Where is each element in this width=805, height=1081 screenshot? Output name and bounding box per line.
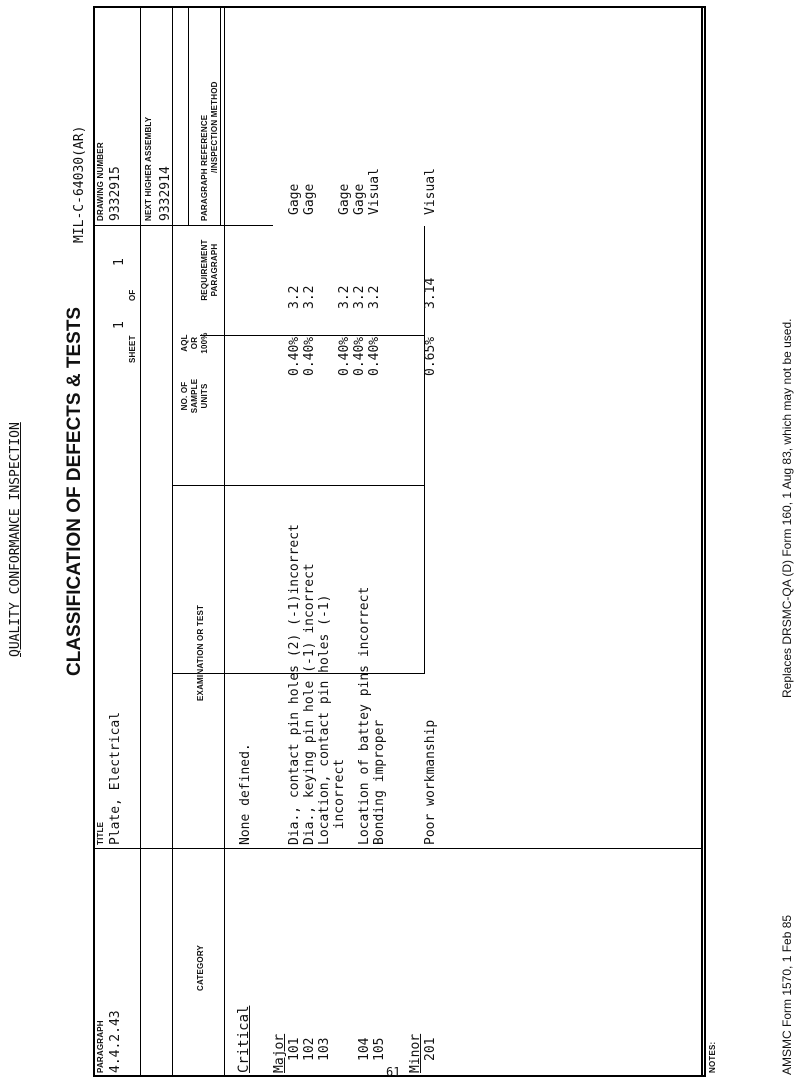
row-102-req: 3.2 [302,285,317,309]
hr-method-head [220,6,221,226]
col-requirement: REQUIREMENT PARAGRAPH [200,239,219,301]
sheet-label: SHEET [128,335,137,363]
row-103-num: 103 [317,1037,332,1061]
vr-left-of-drawing [93,225,273,226]
paragraph-value: 4.4.2.43 [108,1010,123,1073]
replaces-footer: Replaces DRSMC-QA (D) Form 160, 1 Aug 83, which may not be used. [780,318,794,698]
row-201-aql: 0.65% [423,336,438,376]
critical-label: Critical [236,1005,252,1073]
row-104-desc: Location of battey pins incorrect [357,586,372,845]
col-sample-units: NO. OF SAMPLE UNITS [180,378,209,414]
critical-text: None defined. [238,743,253,845]
main-title: CLASSIFICATION OF DEFECTS & TESTS [64,306,85,676]
col-examination: EXAMINATION OR TEST [196,604,205,701]
row-104-aql: 0.40% [352,336,367,376]
row-103-method: Gage [337,183,352,215]
vr-requirement [200,335,424,336]
paragraph-label: PARAGRAPH [96,1020,105,1073]
major-label: Major [272,1033,287,1073]
row-105-method: Visual [367,168,382,215]
row-102-desc: Dia., keying pin hole (-1) incorrect [302,563,317,845]
row-101-aql: 0.40% [287,336,302,376]
col-method: PARAGRAPH REFERENCE /INSPECTION METHOD [200,81,219,221]
sheet-of-label: OF [128,289,137,301]
sheet-number: 1 [112,321,127,329]
row-104-num: 104 [357,1037,372,1061]
next-assembly-label: NEXT HIGHER ASSEMBLY [144,116,153,221]
col-aql: AQL OR 100% [180,332,209,354]
title-value: Plate, Electrical [108,711,123,845]
next-assembly-value: 9332914 [158,166,173,221]
form-footer: AMSMC Form 1570, 1 Feb 85 [780,914,794,1075]
minor-label: Minor [408,1033,423,1073]
hr-body-top [224,6,225,1077]
hr-notes [701,6,703,1077]
row-101-method: Gage [287,183,302,215]
row-105-desc: Bonding improper [372,719,387,845]
row-104-req: 3.2 [352,285,367,309]
section-title: QUALITY CONFORMANCE INSPECTION [8,422,23,657]
hr-header [140,6,141,1077]
notes-label: NOTES: [708,1041,717,1073]
drawing-number-value: 9332915 [108,166,123,221]
row-105-aql: 0.40% [367,336,382,376]
row-103-req: 3.2 [337,285,352,309]
page-number: 61 [386,1065,401,1079]
row-103-desc: Location, contact pin holes (-1) [317,594,332,845]
row-102-num: 102 [302,1037,317,1061]
row-102-method: Gage [302,183,317,215]
table-frame [93,6,706,1077]
row-101-desc: Dia., contact pin holes (2) (-1)incorrect [287,524,302,845]
row-101-req: 3.2 [287,285,302,309]
row-105-num: 105 [372,1037,387,1061]
row-201-num: 201 [423,1037,438,1061]
title-label: TITLE [96,821,105,845]
row-104-method: Gage [352,183,367,215]
drawing-number-label: DRAWING NUMBER [96,142,105,221]
spec-number: MIL-C-64030(AR) [72,125,87,243]
row-103-desc-cont: incorrect [332,758,347,845]
vr-category [93,848,701,849]
hr-next-assy [188,6,189,226]
row-101-num: 101 [287,1037,302,1061]
row-201-req: 3.14 [423,277,438,309]
row-105-req: 3.2 [367,285,382,309]
row-102-aql: 0.40% [302,336,317,376]
sheet-total: 1 [112,258,127,266]
row-103-aql: 0.40% [337,336,352,376]
row-201-desc: Poor workmanship [423,719,438,845]
vr-sample [172,485,424,486]
col-category: CATEGORY [196,944,205,991]
row-201-method: Visual [423,168,438,215]
